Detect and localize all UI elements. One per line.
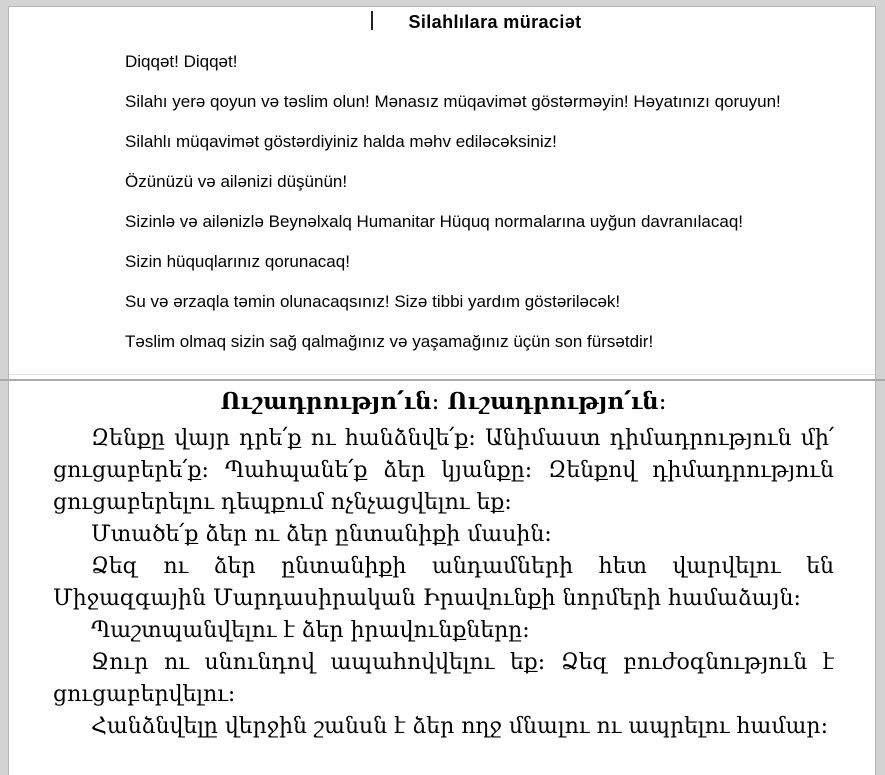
azerbaijani-paragraph[interactable]: Silahlı müqavimət göstərdiyiniz halda məhv ediləcəksiniz! [125, 132, 557, 151]
armenian-paragraph[interactable]: Զենքը վայր դրե՛ք ու հանձնվե՛ք։ Անիմաստ դիմադրություն մի՛ ցուցաբերե՛ք։ Պահպանե՛ք ձեր կյանքը։ Զենքով դիմադրություն ցուցաբերելու դեպքում ոչնչացվելու եք։ [53, 426, 834, 515]
armenian-paragraph[interactable]: Ջուր ու սնունդով ապահովվելու եք։ Ձեզ բուժօգնություն է ցուցաբերվելու։ [53, 650, 834, 707]
section-azerbaijani [8, 6, 876, 373]
armenian-paragraph[interactable]: Մտածե՛ք ձեր ու ձեր ընտանիքի մասին։ [91, 522, 552, 547]
section-armenian [8, 381, 876, 743]
armenian-paragraph[interactable]: Պաշտպանվելու է ձեր իրավունքները։ [91, 618, 530, 643]
armenian-title[interactable]: Ուշադրությո՛ւն։ Ուշադրությո՛ւն։ [220, 388, 667, 415]
azerbaijani-paragraph[interactable]: Sizinlə və ailənizlə Beynəlxalq Humanitar Hüquq normalarına uyğun davranılacaq! [125, 212, 744, 231]
azerbaijani-title[interactable]: Silahlılara müraciət [408, 12, 582, 32]
armenian-paragraph[interactable]: Ձեզ ու ձեր ընտանիքի անդամների հետ վարվելու են Միջազգային Մարդասիրական Իրավունքի նորմերի համաձայն։ [53, 554, 834, 611]
azerbaijani-paragraph[interactable]: Sizin hüquqlarınız qorunacaq! [125, 252, 350, 271]
azerbaijani-paragraph[interactable]: Təslim olmaq sizin sağ qalmağınız və yaşamağınız üçün son fürsətdir! [125, 332, 654, 351]
azerbaijani-paragraph[interactable]: Su və ərzaqla təmin olunacaqsınız! Sizə tibbi yardım göstəriləcək! [125, 292, 621, 311]
text-cursor [371, 11, 373, 30]
azerbaijani-paragraph[interactable]: Silahı yerə qoyun və təslim olun! Mənasız müqavimət göstərməyin! Həyatınızı qoruyun! [125, 92, 781, 111]
frame-bottom-border [9, 374, 875, 375]
azerbaijani-paragraph[interactable]: Diqqət! Diqqət! [125, 52, 238, 71]
azerbaijani-paragraph[interactable]: Özünüzü və ailənizi düşünün! [125, 172, 348, 191]
armenian-paragraph[interactable]: Հանձնվելը վերջին շանսն է ձեր ողջ մնալու ու ապրելու համար։ [91, 714, 829, 739]
